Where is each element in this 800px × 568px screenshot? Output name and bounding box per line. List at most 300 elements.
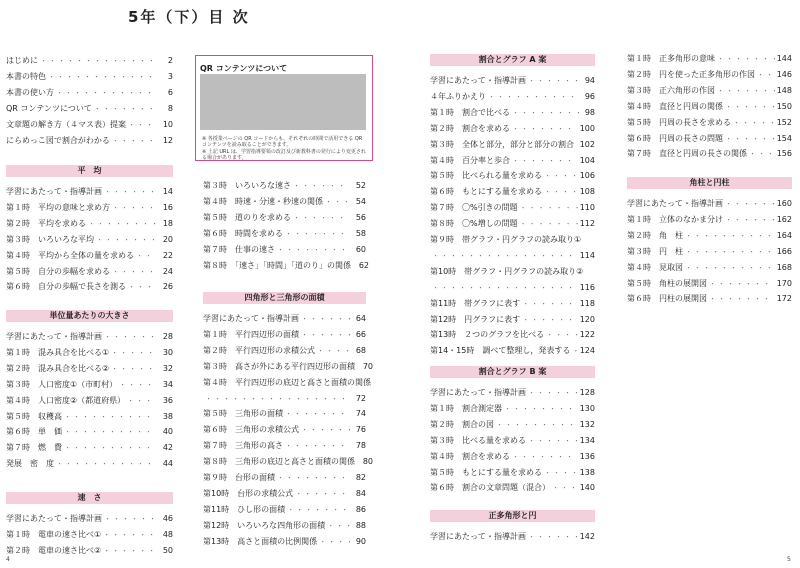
toc-entry-page: 24 xyxy=(162,266,173,276)
toc-entry-page: 88 xyxy=(355,520,366,530)
page-title: 5年（下）目 次 xyxy=(128,8,250,26)
toc-entry-label: 学習にあたって・指導計画 xyxy=(430,388,526,397)
toc-entry-label: 第５時 三角形の面積 xyxy=(203,409,283,419)
toc-entry-page: 140 xyxy=(579,483,595,493)
toc-entry[interactable] xyxy=(6,266,173,278)
toc-entry[interactable] xyxy=(627,230,792,242)
toc-entry-page: 138 xyxy=(579,467,595,477)
dot-leader xyxy=(64,426,157,438)
toc-entry-label: 第５時 道のりを求める xyxy=(203,212,291,222)
dot-leader xyxy=(757,69,775,81)
dot-leader xyxy=(104,331,157,343)
toc-entry[interactable] xyxy=(627,69,792,81)
toc-entry[interactable] xyxy=(6,71,173,83)
toc-entry[interactable] xyxy=(203,180,366,192)
dot-leader xyxy=(64,442,157,454)
dot-leader xyxy=(103,529,157,541)
toc-entry-label: 第10時 帯グラフ・円グラフの読み取り② xyxy=(430,266,584,276)
dot-leader xyxy=(552,482,578,494)
toc-entry-page: 82 xyxy=(355,473,366,482)
toc-entry-page: 84 xyxy=(355,488,366,498)
toc-entry-page: 98 xyxy=(584,107,595,117)
toc-entry[interactable] xyxy=(430,170,595,182)
toc-entry-label: 第４時 人口密度②（都道府県） xyxy=(6,395,126,405)
qr-note-1: ※ 各授業ページの QR コードからも、それぞれの時間で活用できる QR コンテンツを読み取ることができます。 xyxy=(202,136,363,148)
toc-entry[interactable] xyxy=(430,329,595,341)
toc-entry[interactable] xyxy=(430,482,595,494)
toc-entry-page: 130 xyxy=(579,403,595,413)
toc-entry-label: 第４時 割合を求める xyxy=(430,451,510,461)
toc-entry-page: 168 xyxy=(776,262,792,272)
toc-entry-page: 80 xyxy=(362,457,373,467)
toc-entry-label: 第１時 割合で比べる xyxy=(430,107,510,117)
toc-entry[interactable] xyxy=(430,123,595,135)
toc-entry-page: 128 xyxy=(579,388,595,397)
qr-contents-box xyxy=(195,55,373,161)
toc-entry-page: 118 xyxy=(579,298,595,308)
toc-entry-label: 学習にあたって・指導計画 xyxy=(430,76,526,85)
toc-entry[interactable] xyxy=(203,361,373,373)
dot-leader xyxy=(56,87,157,99)
toc-entry-page: 60 xyxy=(355,244,366,254)
dot-leader xyxy=(111,363,157,375)
dot-leader xyxy=(319,536,350,548)
toc-entry-label: 第６時 自分の歩幅で長さを測る xyxy=(6,282,126,292)
dot-leader xyxy=(96,234,157,246)
toc-entry[interactable] xyxy=(6,347,173,359)
toc-entry-label: にらめっこ図で割合がわかる xyxy=(6,135,110,145)
toc-entry-label: 第１時 電車の速さ比べ① xyxy=(6,529,102,539)
toc-entry-page: 12 xyxy=(162,135,173,145)
toc-entry-label: 第２時 割合の図 xyxy=(430,419,494,429)
dot-leader xyxy=(112,135,157,147)
toc-entry[interactable] xyxy=(430,91,595,103)
toc-entry-label: 学習にあたって・指導計画 xyxy=(627,199,723,208)
toc-entry[interactable] xyxy=(430,298,595,310)
toc-entry[interactable] xyxy=(6,250,173,262)
dot-leader xyxy=(576,139,578,151)
toc-entry-page: 120 xyxy=(579,314,595,324)
dot-leader xyxy=(520,218,578,230)
dot-leader xyxy=(112,202,157,214)
toc-entry[interactable] xyxy=(6,331,173,343)
dot-leader xyxy=(136,250,157,262)
toc-entry-label: ４年ふりかえり xyxy=(430,91,486,101)
toc-entry[interactable] xyxy=(6,218,173,230)
toc-entry-page: 54 xyxy=(355,196,366,206)
dot-leader xyxy=(64,411,157,423)
dot-leader xyxy=(104,513,157,525)
toc-entry-label: 学習にあたって・指導計画 xyxy=(6,332,102,341)
toc-entry-page: 136 xyxy=(579,451,595,461)
section-header: 割合とグラフ B 案 xyxy=(430,366,595,378)
dot-leader xyxy=(749,148,775,160)
toc-entry[interactable] xyxy=(430,107,595,119)
dot-leader xyxy=(295,488,350,500)
dot-leader xyxy=(432,282,578,294)
toc-entry-label: 第１時 平行四辺形の面積 xyxy=(203,329,299,339)
toc-entry-label: 第９時 帯グラフ・円グラフの読み取り① xyxy=(430,235,582,244)
dot-leader xyxy=(112,266,157,278)
toc-entry-page: 38 xyxy=(162,411,173,421)
toc-entry-label: 第11時 ひし形の面積 xyxy=(203,504,286,514)
toc-entry[interactable] xyxy=(6,458,173,470)
toc-entry-page: 16 xyxy=(162,202,173,212)
dot-leader xyxy=(733,117,775,129)
toc-entry[interactable] xyxy=(6,87,173,99)
toc-entry[interactable] xyxy=(6,411,173,423)
toc-entry-label: 第６時 円周の長さの問題 xyxy=(627,133,723,143)
toc-entry[interactable] xyxy=(430,75,595,87)
toc-entry-label: 第７時 三角形の高さ xyxy=(203,441,283,451)
toc-entry-page: 32 xyxy=(162,363,173,373)
toc-entry-label: 第３時 円 柱 xyxy=(627,246,683,256)
dot-leader xyxy=(277,472,350,484)
toc-entry[interactable] xyxy=(430,186,595,198)
toc-entry[interactable] xyxy=(430,419,595,431)
toc-entry-label: 第４時 直径と円周の関係 xyxy=(627,101,723,111)
toc-entry-page: 90 xyxy=(355,536,366,546)
qr-note-2: ※ 上記 URL は、学習指導要領の改訂及び新教科書の発行により変更される場合があります。 xyxy=(202,149,366,161)
toc-entry-page: 3 xyxy=(167,71,173,81)
toc-entry-label: 第２時 角 柱 xyxy=(627,230,683,240)
toc-entry[interactable] xyxy=(6,135,173,147)
toc-entry-page: 142 xyxy=(579,532,595,541)
toc-entry-label: 第11時 帯グラフに表す xyxy=(430,298,521,308)
toc-entry[interactable] xyxy=(430,531,595,543)
right-page-number: 5 xyxy=(787,556,791,563)
toc-entry-label: 第１時 混み具合を比べる① xyxy=(6,347,110,357)
toc-entry[interactable] xyxy=(430,250,595,262)
section-header: 単位量あたりの大きさ xyxy=(6,310,173,322)
toc-entry[interactable] xyxy=(430,234,595,246)
dot-leader xyxy=(277,244,350,256)
toc-entry-label: 第３時 いろいろな平均 xyxy=(6,234,94,244)
toc-entry-label: 第１時 平均の意味と求め方 xyxy=(6,202,110,212)
toc-entry[interactable] xyxy=(203,536,366,548)
toc-entry-label: 第５時 角柱の展開図 xyxy=(627,278,707,288)
toc-entry-page: 10 xyxy=(162,119,173,129)
toc-entry-page: 100 xyxy=(579,123,595,133)
toc-entry[interactable] xyxy=(203,313,366,325)
toc-entry-label: 学習にあたって・指導計画 xyxy=(6,514,102,523)
toc-entry[interactable] xyxy=(430,155,595,167)
toc-entry[interactable] xyxy=(627,262,792,274)
toc-entry-label: 第７時 燃 費 xyxy=(6,443,62,453)
toc-entry-page: 152 xyxy=(776,117,792,127)
toc-entry-page: 28 xyxy=(162,332,173,341)
section-header: 平 均 xyxy=(6,165,173,177)
toc-entry[interactable] xyxy=(430,218,595,230)
toc-entry-page: 58 xyxy=(355,228,366,238)
toc-entry[interactable] xyxy=(430,387,595,399)
toc-entry-label: 第１時 立体のなかま分け xyxy=(627,214,723,224)
dot-leader xyxy=(709,293,775,305)
toc-entry-page: 144 xyxy=(776,54,792,63)
qr-box-title: QR コンテンツについて xyxy=(200,64,288,73)
dot-leader xyxy=(685,230,775,242)
toc-entry[interactable] xyxy=(203,260,369,272)
toc-entry-label: 第７時 〇%引きの問題 xyxy=(430,203,518,213)
toc-entry[interactable] xyxy=(6,202,173,214)
toc-entry[interactable] xyxy=(430,345,595,357)
dot-leader xyxy=(520,202,578,214)
toc-entry-page: 50 xyxy=(162,545,173,555)
toc-entry-label: 第２時 電車の速さ比べ② xyxy=(6,545,102,555)
toc-entry-page: 18 xyxy=(162,218,173,228)
toc-entry[interactable] xyxy=(627,85,792,97)
dot-leader xyxy=(725,133,775,145)
toc-entry-page: 46 xyxy=(162,514,173,523)
toc-entry[interactable] xyxy=(6,442,173,454)
toc-entry[interactable] xyxy=(203,329,366,341)
toc-entry[interactable] xyxy=(627,278,792,290)
toc-entry[interactable] xyxy=(203,244,366,256)
toc-entry-label: 本書の特色 xyxy=(6,71,46,81)
toc-entry[interactable] xyxy=(430,467,595,479)
dot-leader xyxy=(56,458,157,470)
toc-entry-page: 20 xyxy=(162,234,173,244)
toc-entry-label: 第８時 〇%増しの問題 xyxy=(430,219,518,229)
dot-leader xyxy=(512,123,578,135)
dot-leader xyxy=(528,387,578,399)
toc-entry-label: 第14・15時 調べて整理し，発表する xyxy=(430,346,571,356)
toc-entry[interactable] xyxy=(203,377,371,389)
toc-entry-page: 6 xyxy=(167,87,173,97)
dot-leader xyxy=(325,196,350,208)
toc-entry-label: 第５時 自分の歩幅を求める xyxy=(6,266,110,276)
dot-leader xyxy=(488,91,579,103)
toc-entry-page: 132 xyxy=(579,419,595,429)
toc-entry-page: 42 xyxy=(162,443,173,453)
toc-entry[interactable] xyxy=(203,424,366,436)
dot-leader xyxy=(528,75,579,87)
toc-entry-label: 第３時 いろいろな速さ xyxy=(203,181,291,190)
toc-entry-page: 102 xyxy=(579,139,595,149)
toc-entry-label: 発展 密 度 xyxy=(6,459,54,469)
toc-entry[interactable] xyxy=(627,198,792,210)
toc-entry-label: 第６時 単 価 xyxy=(6,427,62,437)
dot-leader xyxy=(528,531,578,543)
toc-entry-label: 第１時 正多角形の意味 xyxy=(627,54,715,63)
toc-entry-label: 第13時 ２つのグラフを比べる xyxy=(430,330,545,340)
toc-entry[interactable] xyxy=(430,403,595,415)
dot-leader xyxy=(522,314,578,326)
toc-entry-label: 第７時 仕事の速さ xyxy=(203,244,275,254)
dot-leader xyxy=(285,408,350,420)
dot-leader xyxy=(512,155,578,167)
toc-entry-page: 156 xyxy=(776,149,792,159)
dot-leader xyxy=(88,218,157,230)
toc-entry-label: 第６時 割合の文章問題（混合） xyxy=(430,483,550,493)
toc-entry-page: 40 xyxy=(162,427,173,437)
dot-leader xyxy=(512,451,578,463)
toc-entry-label: 第２時 割合を求める xyxy=(430,123,510,133)
dot-leader xyxy=(432,250,578,262)
toc-entry[interactable] xyxy=(6,186,173,198)
toc-entry-page: 114 xyxy=(579,250,595,260)
toc-entry[interactable] xyxy=(627,214,792,226)
toc-entry-page: 14 xyxy=(162,187,173,196)
toc-entry-page: 2 xyxy=(167,56,173,65)
toc-entry[interactable] xyxy=(627,53,792,65)
toc-entry-label: 第２時 平均を求める xyxy=(6,218,86,228)
toc-entry[interactable] xyxy=(430,202,595,214)
toc-entry-page: 164 xyxy=(776,230,792,240)
dot-leader xyxy=(48,71,157,83)
toc-entry-label: 第３時 全体と部分，部分と部分の割合 xyxy=(430,139,574,149)
toc-entry-label: 学習にあたって・指導計画 xyxy=(430,532,526,541)
toc-entry-page: 36 xyxy=(162,395,173,405)
dot-leader xyxy=(717,85,775,97)
toc-entry[interactable] xyxy=(6,545,173,557)
toc-entry-label: 第12時 円グラフに表す xyxy=(430,314,521,324)
toc-entry[interactable] xyxy=(6,234,173,246)
dot-leader xyxy=(546,329,578,341)
toc-entry[interactable] xyxy=(203,520,366,532)
toc-entry-page: 26 xyxy=(162,282,173,292)
toc-entry[interactable] xyxy=(627,101,792,113)
toc-entry-label: 学習にあたって・指導計画 xyxy=(203,314,299,323)
toc-entry[interactable] xyxy=(627,246,792,258)
toc-entry[interactable] xyxy=(430,266,595,278)
dot-leader xyxy=(40,55,157,67)
dot-leader xyxy=(205,393,350,405)
toc-entry[interactable] xyxy=(203,472,366,484)
toc-entry[interactable] xyxy=(6,426,173,438)
toc-entry-page: 110 xyxy=(579,203,595,213)
toc-entry[interactable] xyxy=(6,55,173,67)
toc-entry-label: 第10時 台形の求積公式 xyxy=(203,488,294,498)
toc-entry-label: 第１時 割合測定器 xyxy=(430,403,502,413)
dot-leader xyxy=(119,379,157,391)
section-header: 角柱と円柱 xyxy=(627,177,792,189)
toc-entry-page: 44 xyxy=(162,459,173,469)
toc-entry[interactable] xyxy=(203,196,366,208)
toc-entry-label: 第２時 平行四辺形の求積公式 xyxy=(203,345,315,355)
toc-entry-page: 122 xyxy=(579,330,595,340)
toc-entry[interactable] xyxy=(627,117,792,129)
toc-entry-label: 第４時 百分率と歩合 xyxy=(430,155,510,165)
toc-entry[interactable] xyxy=(203,212,366,224)
toc-entry-label: 第３時 高さが外にある平行四辺形の面積 xyxy=(203,361,355,371)
section-header: 速 さ xyxy=(6,492,173,504)
toc-entry[interactable] xyxy=(6,529,173,541)
dot-leader xyxy=(512,107,579,119)
toc-entry-page: 108 xyxy=(579,187,595,197)
toc-entry[interactable] xyxy=(203,345,366,357)
dot-leader xyxy=(685,246,775,258)
toc-entry[interactable] xyxy=(430,451,595,463)
dot-leader xyxy=(111,347,157,359)
toc-entry[interactable] xyxy=(430,139,595,151)
toc-entry[interactable] xyxy=(203,440,366,452)
toc-entry-page: 150 xyxy=(776,101,792,111)
section-header: 四角形と三角形の面積 xyxy=(203,292,366,304)
toc-entry-page: 154 xyxy=(776,133,792,143)
toc-entry-page: 94 xyxy=(584,76,595,85)
toc-entry[interactable] xyxy=(6,513,173,525)
toc-entry-label: 第３時 比べる量を求める xyxy=(430,435,526,445)
toc-entry-label: 第６時 円柱の展開図 xyxy=(627,294,707,304)
toc-entry-page: 66 xyxy=(355,329,366,339)
toc-entry-label: 第５時 収穫高 xyxy=(6,411,62,421)
toc-entry[interactable] xyxy=(203,408,366,420)
dot-leader xyxy=(528,435,578,447)
toc-entry[interactable] xyxy=(6,395,173,407)
dot-leader xyxy=(301,313,350,325)
toc-entry-page: 112 xyxy=(579,219,595,229)
toc-entry-label: 第５時 比べられる量を求める xyxy=(430,171,542,181)
toc-entry[interactable] xyxy=(203,393,366,405)
toc-entry[interactable] xyxy=(430,314,595,326)
dot-leader xyxy=(685,262,775,274)
toc-entry[interactable] xyxy=(203,228,366,240)
toc-entry[interactable] xyxy=(203,504,366,516)
dot-leader xyxy=(717,53,775,65)
dot-leader xyxy=(709,278,775,290)
toc-entry-page: 146 xyxy=(776,69,792,79)
dot-leader xyxy=(572,345,577,357)
dot-leader xyxy=(128,281,157,293)
toc-entry-label: 第３時 人口密度①（市町村） xyxy=(6,379,118,389)
toc-entry-label: 第４時 平均から全体の量を求める xyxy=(6,250,134,260)
dot-leader xyxy=(544,186,578,198)
toc-entry-page: 106 xyxy=(579,171,595,181)
dot-leader xyxy=(496,419,578,431)
dot-leader xyxy=(725,198,775,210)
toc-entry-page: 64 xyxy=(355,314,366,323)
toc-entry-page: 124 xyxy=(579,346,595,356)
toc-entry-label: 第７時 直径と円周の長さの関係 xyxy=(627,149,747,159)
toc-entry-page: 62 xyxy=(358,260,369,270)
toc-entry-label: 第９時 台形の面積 xyxy=(203,473,275,482)
toc-entry-page: 166 xyxy=(776,246,792,256)
toc-entry[interactable] xyxy=(627,293,792,305)
toc-entry[interactable] xyxy=(203,488,366,500)
toc-entry-page: 48 xyxy=(162,529,173,539)
toc-entry[interactable] xyxy=(6,281,173,293)
dot-leader xyxy=(544,467,578,479)
dot-leader xyxy=(301,424,350,436)
toc-entry[interactable] xyxy=(627,133,792,145)
toc-entry-label: QR コンテンツについて xyxy=(6,103,92,113)
toc-entry-page: 8 xyxy=(167,103,173,113)
toc-entry[interactable] xyxy=(430,282,595,294)
toc-entry[interactable] xyxy=(6,363,173,375)
section-header: 割合とグラフ A 案 xyxy=(430,54,595,66)
toc-entry-label: 第５時 円周の長さを求める xyxy=(627,117,731,127)
toc-entry-page: 52 xyxy=(355,181,366,190)
toc-entry-label: 第２時 混み具合を比べる② xyxy=(6,363,110,373)
toc-entry-page: 116 xyxy=(579,282,595,292)
dot-leader xyxy=(725,214,775,226)
toc-entry-page: 68 xyxy=(355,345,366,355)
toc-entry-page: 96 xyxy=(584,91,595,101)
toc-entry[interactable] xyxy=(627,148,792,160)
toc-entry[interactable] xyxy=(203,456,373,468)
toc-entry[interactable] xyxy=(430,435,595,447)
toc-entry-label: 第２時 円を使った正多角形の作図 xyxy=(627,69,755,79)
toc-entry-label: 第４時 見取図 xyxy=(627,262,683,272)
toc-entry[interactable] xyxy=(6,379,173,391)
toc-entry-label: はじめに xyxy=(6,56,38,65)
toc-entry[interactable] xyxy=(6,103,173,115)
toc-entry-label: 第６時 もとにする量を求める xyxy=(430,187,542,197)
toc-entry[interactable] xyxy=(6,119,173,131)
toc-entry-page: 134 xyxy=(579,435,595,445)
toc-entry-label: 第４時 時速・分速・秒速の関係 xyxy=(203,196,323,206)
